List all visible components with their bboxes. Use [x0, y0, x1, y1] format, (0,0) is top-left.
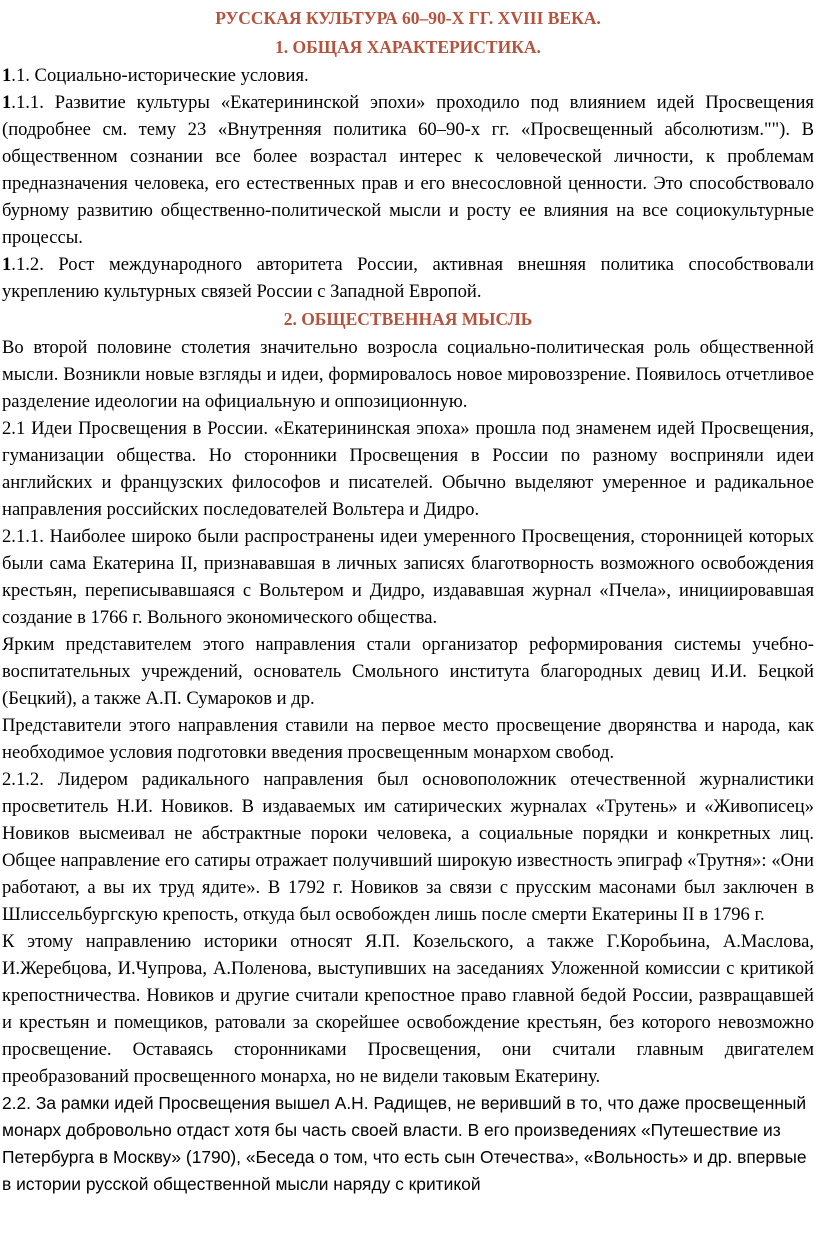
- paragraph-number: 1: [2, 65, 12, 86]
- section-heading-general: 1. ОБЩАЯ ХАРАКТЕРИСТИКА.: [275, 37, 541, 57]
- paragraph: Ярким представителем этого направления стали организатор реформирования системы учебно-воспитательных учреждений, основатель Смольного института благородных девиц И.И. Бецкой (Бецкий), а также А.П. Сумароков и др.: [2, 634, 814, 709]
- paragraph: Во второй половине столетия значительно возросла социально-политическая роль общественной мысли. Возникли новые взгляды и идеи, формировалось новое мировоззрение. Появилось отчетливое разделение идеологии на официальную и оппозиционную.: [2, 337, 814, 412]
- paragraph-text: .1.1. Развитие культуры «Екатерининской эпохи» проходило под влиянием идей Просвещения (подробнее см. тему 23 «Внутренняя политика 60–90-х гг. «Просвещенный абсолютизм.""). В общественном сознании все более возрастал интерес к человеческой личности, к проблемам предназначения человека, его естественных прав и его внесословной ценности. Это способствовало бурному развитию общественно-политической мысли и росту ее влияния на все социокультурные процессы.: [2, 92, 814, 248]
- paragraph: 2.2. За рамки идей Просвещения вышел А.Н. Радищев, не веривший в то, что даже просвещенный монарх добровольно отдаст хотя бы часть своей власти. В его произведениях «Путешествие из Петербурга в Москву» (1790), «Беседа о том, что есть сын Отечества», «Вольность» и др. впервые в истории русской общественной мысли наряду с критикой: [2, 1093, 807, 1194]
- paragraph: К этому направлению историки относят Я.П. Козельского, а также Г.Коробьина, А.Маслова, И.Жеребцова, И.Чупрова, А.Поленова, выступивших на заседаниях Уложенной комиссии с критикой крепостничества. Новиков и другие считали крепостное право главной бедой России, развращавшей и крестьян и помещиков, ратовали за скорейшее освобождение крестьян, без которого невозможно просвещение. Оставаясь сторонниками Просвещения, они считали главным двигателем преобразований просвещенного монарха, но не видели таковым Екатерину.: [2, 931, 814, 1087]
- paragraph: [2, 89, 814, 251]
- paragraph: [2, 251, 814, 305]
- paragraph-number: 1: [2, 254, 12, 275]
- paragraph-text: .1.2. Рост международного авторитета России, активная внешняя политика способствовали укреплению культурных связей России с Западной Европой.: [2, 254, 814, 302]
- paragraph: 2.1.2. Лидером радикального направления был основоположник отечественной журналистики просветитель Н.И. Новиков. В издаваемых им сатирических журналах «Трутень» и «Живописец» Новиков высмеивал не абстрактные пороки человека, а социальные порядки и конкретных лиц. Общее направление его сатиры отражает получивший широкую известность эпиграф «Трутня»: «Они работают, а вы их труд ядите». В 1792 г. Новиков за связи с прусским масонами был заключен в Шлиссельбургскую крепость, откуда был освобожден лишь после смерти Екатерины II в 1796 г.: [2, 769, 814, 925]
- paragraph-number: 1: [2, 92, 12, 113]
- paragraph: 2.1 Идеи Просвещения в России. «Екатерининская эпоха» прошла под знаменем идей Просвещения, гуманизации общества. Но сторонники Просвещения в России по разному восприняли идеи английских и французских философов и писателей. Обычно выделяют умеренное и радикальное направления российских последователей Вольтера и Дидро.: [2, 418, 814, 520]
- section-heading-social-thought: 2. ОБЩЕСТВЕННАЯ МЫСЛЬ: [283, 309, 533, 329]
- document-title: РУССКАЯ КУЛЬТУРА 60–90-Х ГГ. XVIII ВЕКА.: [215, 8, 601, 28]
- paragraph: 2.1.1. Наиболее широко были распространены идеи умеренного Просвещения, сторонницей которых были сама Екатерина II, признававшая в личных записях благотворность возможного освобождения крестьян, переписывавшаяся с Вольтером и Дидро, издававшая журнал «Пчела», инициировавшая создание в 1766 г. Вольного экономического общества.: [2, 526, 814, 628]
- paragraph: Представители этого направления ставили на первое место просвещение дворянства и народа, как необходимое условия подготовки введения просвещенным монархом свобод.: [2, 715, 814, 763]
- paragraph-text: .1. Социально-исторические условия.: [11, 65, 309, 86]
- paragraph: [2, 62, 814, 89]
